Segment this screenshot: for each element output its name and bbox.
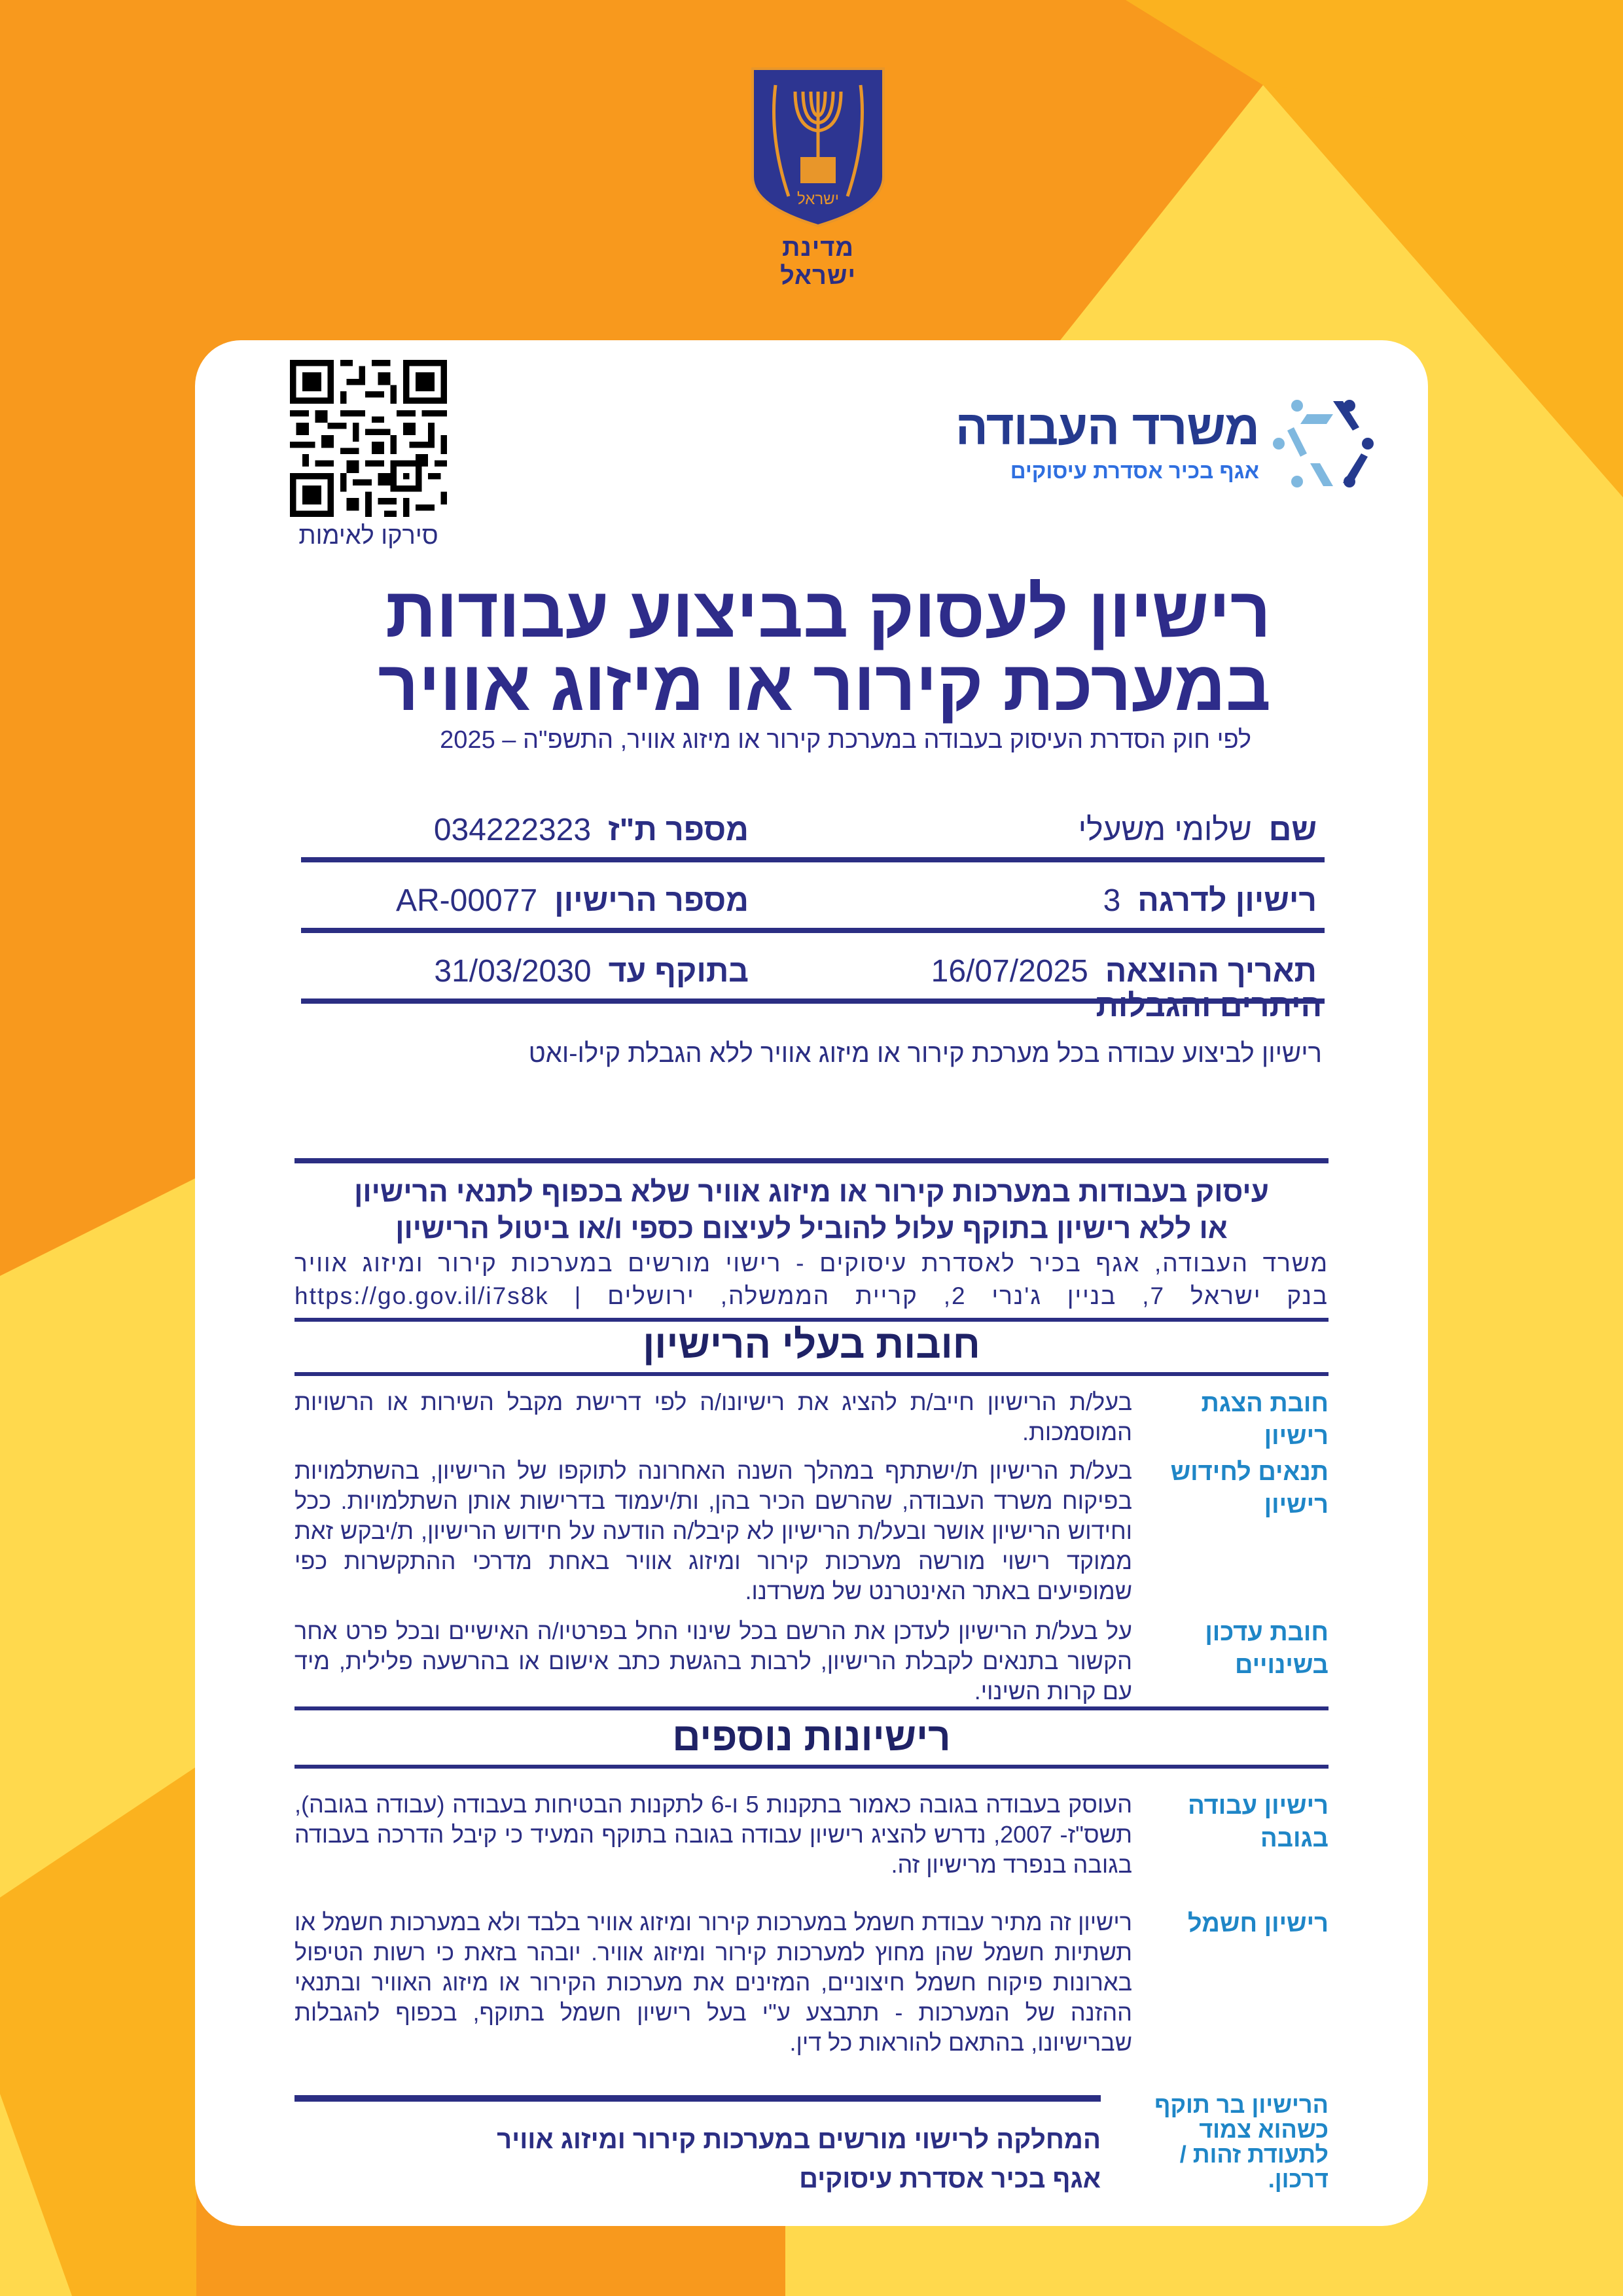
valid-until-label: בתוקף עד xyxy=(608,954,749,989)
qr-verification[interactable] xyxy=(287,360,450,550)
field-row-level xyxy=(301,862,1325,933)
emblem-caption: מדינת ישראל xyxy=(780,234,856,290)
qr-caption: סירקו לאימות xyxy=(298,522,438,550)
name-label: שם xyxy=(1268,813,1317,847)
title-line-2: במערכת קירור או מיזוג אוויר xyxy=(378,646,1271,725)
field-row-name xyxy=(301,792,1325,862)
law-subtitle: לפי חוק הסדרת העיסוק בעבודה במערכת קירור או מיזוג אוויר, התשפ"ה – 2025 xyxy=(440,726,1251,754)
duty-label: חובת עדכון בשינויים xyxy=(1205,1619,1329,1679)
valid-until-value: 31/03/2030 xyxy=(434,954,592,989)
state-emblem-menorah-icon xyxy=(749,65,887,229)
footer-divider xyxy=(294,2095,1101,2102)
issue-date-value: 16/07/2025 xyxy=(931,954,1088,989)
license-fields xyxy=(301,792,1325,1004)
office-address-line-1: משרד העבודה, אגף בכיר לאסדרת עיסוקים - רישוי מורשים במערכות קירור ומיזוג אוויר xyxy=(294,1250,1329,1277)
warning-line-2: או ללא רישיון בתוקף עלול להוביל לעיצום כספי ו/או ביטול הרישיון xyxy=(395,1212,1228,1245)
permissions-title: היתרים והגבלות xyxy=(1096,989,1322,1023)
qr-code-icon[interactable] xyxy=(290,360,447,517)
ministry-logo xyxy=(955,391,1376,496)
duty-label: תנאים לחידוש רישיון xyxy=(1170,1458,1329,1519)
ministry-name: משרד העבודה xyxy=(955,400,1259,455)
issue-date-label: תאריך ההוצאה xyxy=(1105,954,1317,989)
license-card xyxy=(195,340,1428,2226)
id-label: מספר ת"ז xyxy=(608,813,749,847)
ministry-division: אגף בכיר אסדרת עיסוקים xyxy=(1010,459,1259,483)
validity-note: הרישיון בר תוקף כשהוא צמוד לתעודת זהות / דרכון. xyxy=(1154,2091,1329,2193)
duty-item-update xyxy=(294,1616,1329,1708)
duty-text: בעל/ת הרישיון ת/ישתתף במהלך השנה האחרונה לתוקפו של הרישיון, בהשתלמויות בפיקוח משרד העבודה, שהרשם הכיר בהן, ות/יעמוד בדרישות אותן השתלמויות. ככל וחידוש הרישיון אושר ובעל/ת הרישיון לא קיבל/ה הודעה על חידוש הרישיון, ת/יבקש זאת ממוקד רישוי מורשה מערכות קירור ומיזוג אוויר באחת מדרכי ההתקשרות כפי שמופיעים באתר האינטרנט של משרדנו. xyxy=(294,1457,1132,1604)
section-divider xyxy=(294,1706,1329,1710)
footer-division: אגף בכיר אסדרת עיסוקים xyxy=(799,2164,1101,2193)
license-number-label: מספר הרישיון xyxy=(554,883,749,918)
additional-licenses-heading: רישיונות נוספים xyxy=(294,1714,1329,1769)
additional-item-height xyxy=(294,1790,1329,1888)
footer-signature xyxy=(497,2120,1101,2199)
duty-label: חובת הצגת רישיון xyxy=(1201,1390,1329,1450)
duty-text: בעל/ת הרישיון חייב/ת להציג את רישיונו/ה לפי דרישת מקבל השירות או הרשויות המוסמכות. xyxy=(294,1388,1132,1445)
title-line-1: רישיון לעסוק בביצוע עבודות xyxy=(385,573,1271,652)
warning-box xyxy=(294,1158,1329,1322)
ministry-of-labor-logo-icon xyxy=(1271,391,1376,496)
state-emblem xyxy=(746,65,890,291)
duty-item-renewal xyxy=(294,1456,1329,1613)
additional-label: רישיון עבודה בגובה xyxy=(1188,1792,1329,1852)
warning-line-1: עיסוק בעבודות במערכות קירור או מיזוג אוויר שלא בכפוף לתנאי הרישיון xyxy=(354,1176,1269,1208)
license-number-value: AR-00077 xyxy=(396,883,538,918)
level-label: רישיון לדרגה xyxy=(1137,883,1317,918)
additional-label: רישיון חשמל xyxy=(1187,1910,1329,1937)
duty-item-display xyxy=(294,1387,1329,1453)
id-value: 034222323 xyxy=(433,813,592,847)
duties-heading: חובות בעלי הרישיון xyxy=(294,1322,1329,1376)
page-title xyxy=(355,573,1271,725)
additional-text: העוסק בעבודה בגובה כאמור בתקנות 5 ו-6 לתקנות הבטיחות בעבודה (עבודה בגובה), תשס"ז- 2007, נדרש להציג רישיון עבודה בגובה בתוקף המעיד כי קיבל הדרכה בעבודה בגובה בנפרד מרישיון זה. xyxy=(294,1791,1133,1878)
svg-text:ישראל: ישראל xyxy=(797,190,839,208)
name-value: שלומי משעלי xyxy=(1078,813,1252,847)
office-address-line-2: בנק ישראל 7, בניין ג'נרי 2, קריית הממשלה, ירושלים | https://go.gov.il/i7s8k xyxy=(294,1282,1329,1309)
duty-text: על בעל/ת הרישיון לעדכן את הרשם בכל שינוי החל בפרטיו/ה האישיים ובכל פרט אחר הקשור בתנאים לקבלת הרישיון, לרבות בהגשת כתב אישום או בהרשעה פלילית, מיד עם קרות השינוי. xyxy=(294,1617,1132,1704)
permissions-text: רישיון לביצוע עבודה בכל מערכת קירור או מיזוג אוויר ללא הגבלת קילו-ואט xyxy=(528,1039,1322,1068)
additional-item-electric xyxy=(294,1907,1329,2071)
additional-text: רישיון זה מתיר עבודת חשמל במערכות קירור ומיזוג אוויר בלבד ולא במערכות חשמל או תשתיות חשמל שהן מחוץ למערכות קירור ומיזוג אוויר. יובהר בזאת כי רשות הטיפול בארונות פיקוח חשמל חיצוניים, המזינים את מערכות הקירור או מיזוג האוויר ובתנאי ההזנה של המערכות - תתבצע ע"י בעל רישיון חשמל בתוקף, בכפוף להגבלות שברישיונו, בהתאם להוראות כל דין. xyxy=(294,1909,1132,2056)
footer-department: המחלקה לרישוי מורשים במערכות קירור ומיזוג אוויר xyxy=(497,2125,1101,2154)
level-value: 3 xyxy=(1103,883,1121,918)
